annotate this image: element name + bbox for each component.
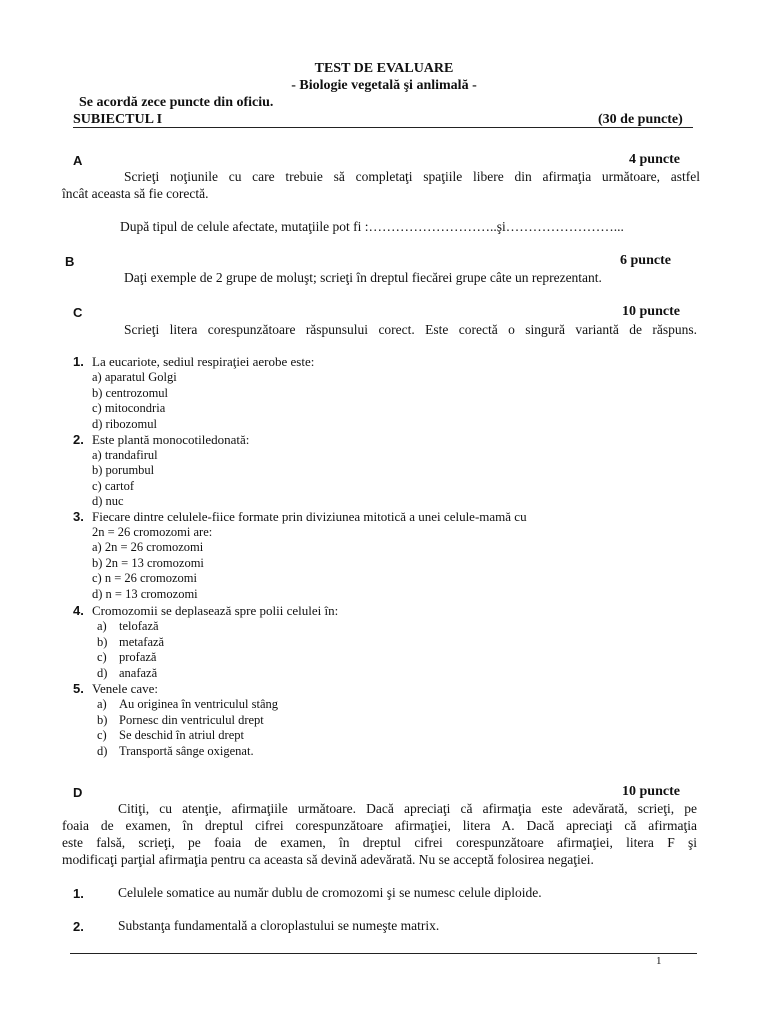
question-number: 4. [73,603,84,618]
section-d-instruction-line4: modificaţi parţial afirmaţia pentru ca aceasta să devină adevărată. Nu se acceptă folosirea negaţiei. [62,852,594,867]
answer-option: b) porumbul [92,463,155,477]
subject-points: (30 de puncte) [598,112,683,127]
footer-rule [70,953,697,954]
answer-option-letter: d) [97,665,108,680]
question-text: Este plantă monocotiledonată: [92,432,250,447]
statement-text: Substanţa fundamentală a cloroplastului se numeşte matrix. [118,918,440,933]
answer-option: Au originea în ventriculul stâng [119,697,278,711]
section-d-instruction-line1: Citiţi, cu atenţie, afirmaţiile următoare. Dacă apreciaţi că afirmaţia este adevărată, scrieţi, pe [118,801,697,816]
subject-label: SUBIECTUL I [73,112,163,127]
section-a-label: A [73,153,83,168]
section-d-instruction-line2: foaia de examen, în dreptul cifrei corespunzătoare afirmaţiei, litera A. Dacă apreciaţi că afirmaţia [62,818,697,833]
statement-number: 1. [73,886,84,901]
page-title: TEST DE EVALUARE [314,61,454,76]
answer-option: anafază [119,665,158,680]
answer-option: Pornesc din ventriculul drept [119,712,264,727]
answer-option: c) mitocondria [92,401,166,415]
answer-option: Transportă sânge oxigenat. [119,743,254,758]
answer-option-letter: a) [97,697,107,711]
section-a-instruction-line1: Scrieţi noţiunile cu care trebuie să completaţi spaţiile libere din afirmaţia următoare, astfel [124,169,700,184]
question-number: 3. [73,509,84,524]
answer-option: b) 2n = 13 cromozomi [92,555,204,570]
statement-number: 2. [73,919,84,934]
answer-option-letter: b) [97,712,108,727]
page-number: 1 [656,955,662,967]
question-number: 2. [73,432,84,447]
question-text: La eucariote, sediul respiraţiei aerobe este: [92,354,315,369]
question-text: Venele cave: [92,681,159,696]
answer-option: b) centrozomul [92,385,169,400]
question-number: 1. [73,354,84,369]
section-a-statement: După tipul de celule afectate, mutaţiile pot fi :………………………..şi……………………... [120,219,624,234]
subject-underline [73,127,693,128]
answer-option: telofază [119,619,159,633]
section-a-points: 4 puncte [629,152,680,167]
answer-option: d) ribozomul [92,416,157,431]
answer-option: a) aparatul Golgi [92,370,177,384]
section-c-instruction: Scrieţi litera corespunzătoare răspunsului corect. Este corectă o singură variantă de răspuns. [124,322,697,337]
statement-text: Celulele somatice au număr dublu de cromozomi şi se numesc celule diploide. [118,885,542,900]
answer-option: a) 2n = 26 cromozomi [92,540,204,554]
section-c-label: C [73,305,83,320]
answer-option: c) cartof [92,478,134,493]
answer-option-letter: b) [97,634,108,649]
section-b-instruction: Daţi exemple de 2 grupe de moluşt; scrieţi în dreptul fiecărei grupe câte un reprezentant. [124,270,602,285]
section-d-points: 10 puncte [622,784,680,799]
question-text: Fiecare dintre celulele-fiice formate prin diviziunea mitotică a unei celule-mamă cu [92,509,527,524]
answer-option: c) n = 26 cromozomi [92,571,197,585]
question-number: 5. [73,681,84,696]
answer-option: a) trandafirul [92,447,158,462]
section-a-instruction-line2: încât aceasta să fie corectă. [62,186,209,201]
section-c-points: 10 puncte [622,304,680,319]
answer-option: Se deschid în atriul drept [119,728,244,742]
question-text: Cromozomii se deplasează spre polii celulei în: [92,603,339,618]
section-b-label: B [65,254,75,269]
section-b-points: 6 puncte [620,253,671,268]
page-subtitle: - Biologie vegetală şi anlimală - [291,78,477,93]
answer-option-letter: a) [97,619,107,633]
section-d-instruction-line3: este falsă, scrieţi, pe foaia de examen, în dreptul cifrei corespunzătoare afirmaţiei, litera F şi [62,835,697,850]
answer-option: d) nuc [92,494,124,508]
answer-option: d) n = 13 cromozomi [92,586,198,601]
answer-option-letter: d) [97,743,108,758]
answer-option: metafază [119,634,165,649]
answer-option: profază [119,650,157,664]
answer-option-letter: c) [97,728,107,742]
answer-option-letter: c) [97,650,107,664]
question-text-continued: 2n = 26 cromozomi are: [92,524,213,539]
bonus-note: Se acordă zece puncte din oficiu. [79,95,274,110]
section-d-label: D [73,785,83,800]
